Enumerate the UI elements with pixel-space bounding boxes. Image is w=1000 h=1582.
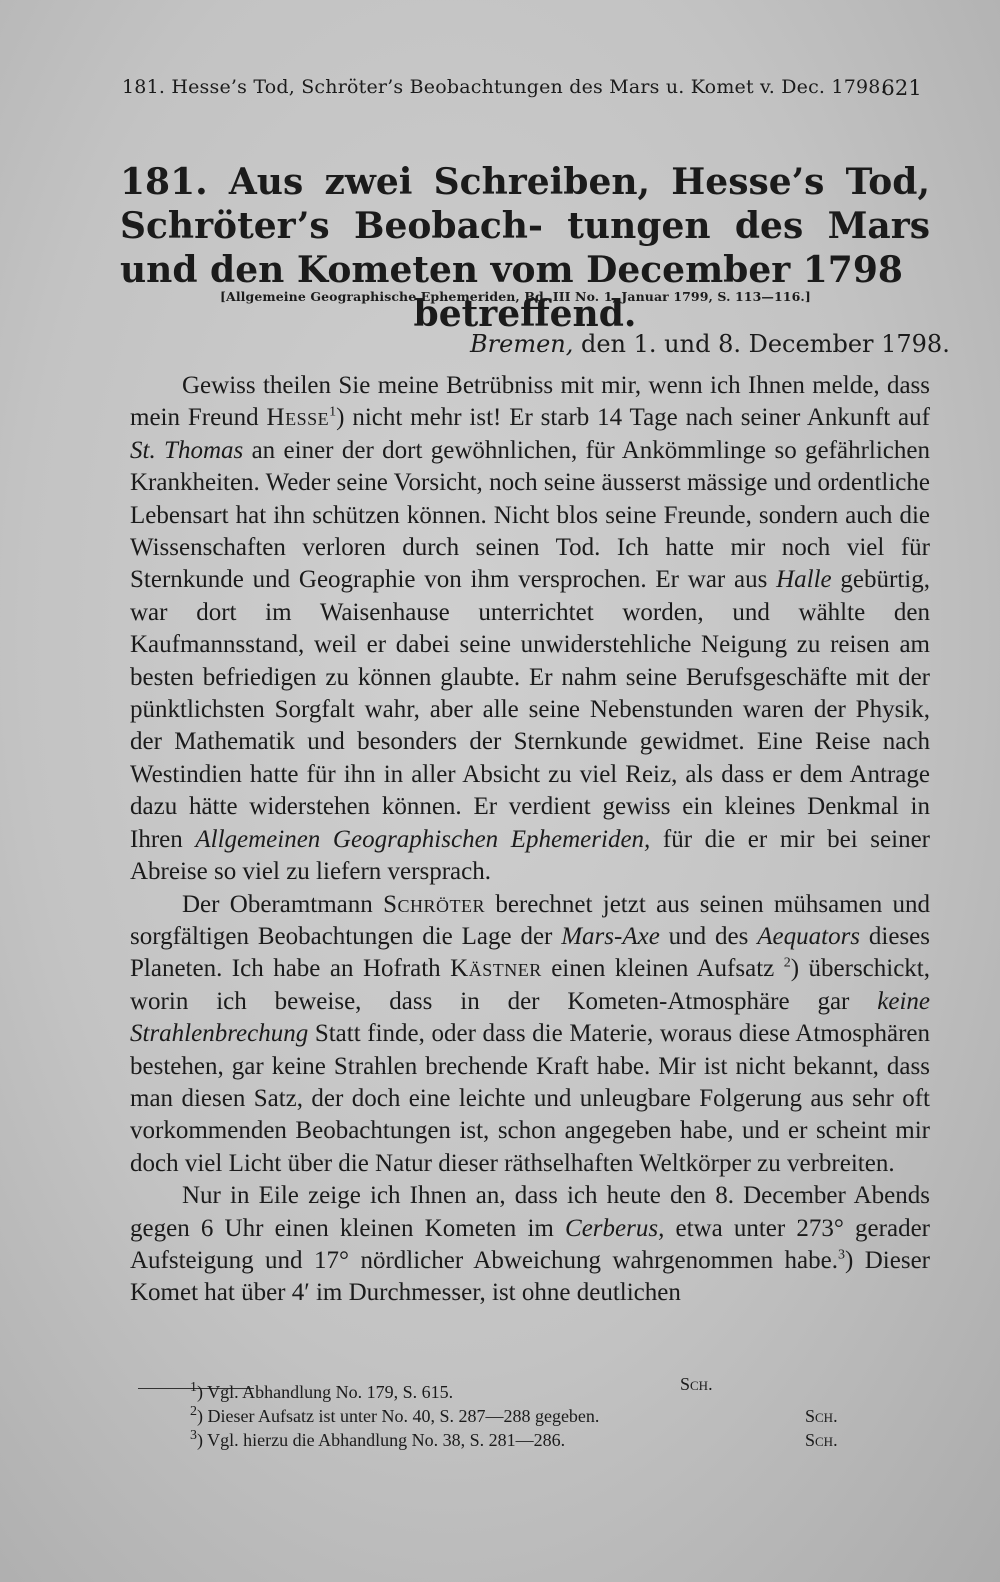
title-line-2: tungen des Mars und den Kometen vom December 1798 bbox=[120, 205, 930, 291]
term-mars-axe: Mars-Axe bbox=[561, 922, 660, 950]
text-run: und des bbox=[659, 922, 758, 950]
text-run: an einer der dort gewöhnlichen, für Ankömmlinge so gefährlichen Krankheiten. Weder seine Vorsicht, noch seine äusserst mässige und ordentliche Lebensart hat ihn schützen können. Nicht blos seine Freunde, sondern auch die Wissenschaften verloren durch seinen Tod. Ich hatte mir noch viel für Sternkunde und Geographie von ihm versprochen. Er war aus bbox=[130, 436, 930, 594]
footnote-1 bbox=[190, 1374, 850, 1404]
footnote-text: ) Vgl. hierzu die Abhandlung No. 38, S. 281—286. bbox=[197, 1430, 566, 1450]
dateline bbox=[470, 330, 950, 358]
text-run: Nur in Eile zeige ich Ihnen an, dass ich heute den 8. December Abends gegen 6 Uhr einen kleinen Kometen im bbox=[130, 1182, 930, 1242]
letter-body bbox=[130, 370, 930, 1310]
footnote-signature: Sch. bbox=[805, 1430, 838, 1450]
footnote-2 bbox=[190, 1404, 850, 1428]
journal-title: Allgemeinen Geographischen Ephemeriden, bbox=[195, 825, 651, 853]
running-head bbox=[122, 76, 922, 98]
footnote-3 bbox=[190, 1428, 850, 1452]
text-run: Gewiss theilen Sie meine Betrübniss mit mir, wenn ich Ihnen melde, dass mein Freund bbox=[130, 372, 930, 432]
running-head-text: 181. Hesse’s Tod, Schröter’s Beobachtungen des Mars u. Komet v. Dec. 1798. bbox=[122, 76, 887, 98]
footnote-mark: 1 bbox=[190, 1380, 197, 1395]
source-citation: [Allgemeine Geographische Ephemeriden, Bd. III No. 1, Januar 1799, S. 113—116.] bbox=[220, 289, 811, 304]
footnote-signature: Sch. bbox=[680, 1374, 713, 1394]
text-run: berechnet jetzt aus seinen mühsamen und sorgfältigen Beobachtungen die Lage der bbox=[130, 890, 930, 950]
name-schroeter: Schröter bbox=[383, 890, 486, 918]
text-run: gebürtig, war dort im Waisenhause unterrichtet worden, und wählte den Kaufmannsstand, weil er dabei seine unwiderstehliche Neigung zu reisen am besten befriedigen zu können glaubte. Er nahm seine Berufsgeschäfte mit der pünktlichsten Sorgfalt wahr, aber alle seine Nebenstunden waren der Physik, der Mathematik und besonders der Sternkunde gewidmet. Eine Reise nach Westindien hatte für ihn in aller Absicht zu viel Reiz, als dass er dem Antrage dazu hätte widerstehen können. Er verdient gewiss ein kleines Denkmal in Ihren bbox=[130, 566, 930, 853]
text-run: Statt finde, oder dass die Materie, woraus diese Atmosphären bestehen, gar keine Strahlen brechende Kraft habe. Mir ist nicht bekannt, dass man diesen Satz, der doch eine leichte und unleugbare Folgerung aus sehr oft vorkommenden Beobachtungen ist, schon angegeben habe, und er scheint mir doch viel Licht über die Natur dieser räthselhaften Weltkörper zu verbreiten. bbox=[130, 1020, 930, 1177]
constellation-cerberus: Cerberus, bbox=[565, 1214, 665, 1242]
text-run: ) nicht mehr ist! Er starb 14 Tage nach seiner Ankunft auf bbox=[336, 404, 930, 432]
text-run: ) überschickt, worin ich beweise, dass in der Kometen-Atmosphäre gar bbox=[130, 955, 931, 1015]
paragraph-2 bbox=[130, 889, 930, 1181]
article-title bbox=[120, 160, 930, 336]
text-run: etwa unter 273° gerader Aufsteigung und 17° nördlicher Abweichung wahrgenommen habe. bbox=[130, 1214, 931, 1274]
name-kaestner: Kästner bbox=[450, 955, 542, 983]
footnote-mark: 2 bbox=[190, 1404, 197, 1419]
place-halle: Halle bbox=[776, 566, 832, 594]
text-run: einen kleinen Aufsatz bbox=[541, 955, 784, 983]
text-run: für die er mir bei seiner Abreise so viel zu liefern versprach. bbox=[130, 825, 930, 886]
title-line-1: 181. Aus zwei Schreiben, Hesse’s Tod, Schröter’s Beobach- bbox=[120, 161, 930, 247]
footnote-ref-1: 1 bbox=[329, 405, 337, 421]
footnote-text: ) Vgl. Abhandlung No. 179, S. 615. bbox=[197, 1382, 454, 1402]
footnote-ref-3: 3 bbox=[837, 1247, 845, 1263]
term-strahlenbrechung: keine Strahlenbrechung bbox=[130, 987, 930, 1048]
paragraph-3 bbox=[130, 1180, 930, 1310]
text-run: Der Oberamtmann bbox=[182, 890, 384, 918]
footnote-mark: 3 bbox=[190, 1428, 197, 1443]
paragraph-1 bbox=[130, 370, 930, 889]
text-run: dieses Planeten. Ich habe an Hofrath bbox=[130, 922, 930, 983]
text-run: ) Dieser Komet hat über 4′ im Durchmesser, ist ohne deutlichen bbox=[130, 1246, 930, 1307]
footnote-ref-2: 2 bbox=[783, 955, 791, 971]
footnotes bbox=[190, 1374, 850, 1452]
footnote-signature: Sch. bbox=[805, 1406, 838, 1426]
dateline-date: den 1. und 8. December 1798. bbox=[573, 330, 950, 358]
title-line-3: betreffend. bbox=[413, 293, 637, 335]
name-hesse: Hesse bbox=[266, 404, 330, 432]
place-st-thomas: St. Thomas bbox=[130, 436, 244, 464]
footnote-text: ) Dieser Aufsatz ist unter No. 40, S. 287—288 gegeben. bbox=[197, 1406, 600, 1426]
dateline-place: Bremen, bbox=[470, 330, 574, 358]
page-number: 621 bbox=[881, 76, 922, 100]
term-aequators: Aequators bbox=[757, 922, 861, 950]
